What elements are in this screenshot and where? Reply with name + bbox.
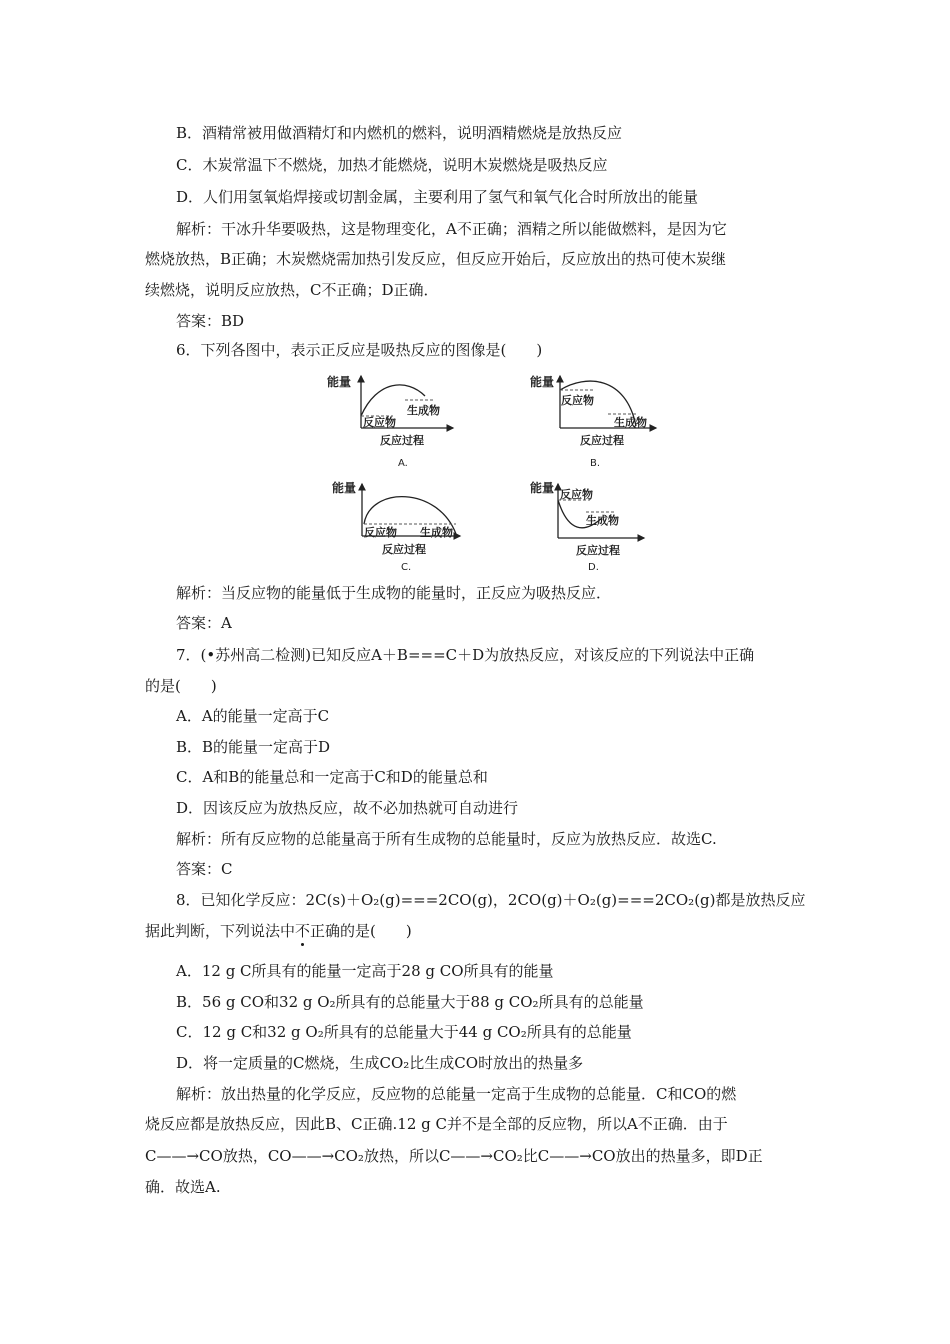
q8-option-a: A．12 g C所具有的能量一定高于28 g CO所具有的能量 (176, 962, 554, 980)
q8-analysis-line-4: 确．故选A. (145, 1178, 221, 1196)
q7-stem-line-1: 7．(•苏州高二检测)已知反应A＋B===C＋D为放热反应，对该反应的下列说法中正确 (176, 646, 755, 664)
graph-a-caption: A. (398, 458, 408, 469)
q8-analysis-line-2: 烧反应都是放热反应，因此B、C正确.12 g C并不是全部的反应物，所以A不正确．由于 (145, 1115, 728, 1133)
graph-d (528, 478, 668, 578)
q8-analysis-line-1: 解析：放出热量的化学反应，反应物的总能量一定高于生成物的总能量．C和CO的燃 (176, 1085, 737, 1103)
graph-b (528, 370, 668, 475)
graph-a-ylabel: 能量 (327, 375, 352, 389)
graph-a (325, 370, 465, 475)
q7-option-c: C．A和B的能量总和一定高于C和D的能量总和 (176, 768, 488, 786)
graph-d-xlabel: 反应过程 (576, 544, 620, 557)
graph-d-product: 生成物 (586, 514, 619, 527)
graph-a-xlabel: 反应过程 (380, 434, 424, 447)
q8-analysis-line-3: C——→CO放热，CO——→CO₂放热，所以C——→CO₂比C——→CO放出的热量多，即D正 (145, 1147, 763, 1165)
q7-option-d: D．因该反应为放热反应，故不必加热就可自动进行 (176, 799, 519, 817)
q5-analysis-line-1: 解析：干冰升华要吸热，这是物理变化，A不正确；酒精之所以能做燃料，是因为它 (176, 220, 727, 238)
graph-c-caption: C. (401, 562, 412, 573)
graph-b-ylabel: 能量 (530, 375, 555, 389)
graph-c-product: 生成物 (420, 526, 453, 539)
graph-b-xlabel: 反应过程 (580, 434, 624, 447)
q8-option-d: D．将一定质量的C燃烧，生成CO₂比生成CO时放出的热量多 (176, 1054, 584, 1072)
q8-stem-part-2: 正确的是( ) (310, 922, 412, 940)
graph-c-ylabel: 能量 (332, 481, 357, 495)
graph-d-caption: D. (588, 562, 599, 573)
q7-analysis: 解析：所有反应物的总能量高于所有生成物的总能量时，反应为放热反应．故选C. (176, 830, 717, 848)
q7-option-a: A．A的能量一定高于C (176, 707, 330, 725)
q5-analysis-line-2: 燃烧放热，B正确；木炭燃烧需加热引发反应，但反应开始后，反应放出的热可使木炭继 (145, 250, 727, 268)
graph-b-caption: B. (590, 458, 601, 469)
graph-c (330, 478, 470, 578)
q8-option-b: B．56 g CO和32 g O₂所具有的总能量大于88 g CO₂所具有的总能量 (176, 993, 644, 1011)
graph-d-ylabel: 能量 (530, 481, 555, 495)
graph-a-reactant: 反应物 (363, 416, 396, 429)
q5-option-b: B．酒精常被用做酒精灯和内燃机的燃料，说明酒精燃烧是放热反应 (176, 124, 623, 142)
graph-b-reactant: 反应物 (561, 394, 594, 407)
graph-c-xlabel: 反应过程 (382, 543, 426, 556)
q8-stem-part-1: 据此判断，下列说法中 (145, 922, 296, 940)
q7-option-b: B．B的能量一定高于D (176, 738, 331, 756)
graph-a-product: 生成物 (407, 404, 440, 417)
q8-stem-line-1: 8．已知化学反应：2C(s)＋O₂(g)===2CO(g)，2CO(g)＋O₂(g)===2CO₂(g)都是放热反应 (176, 891, 806, 909)
q6-analysis: 解析：当反应物的能量低于生成物的能量时，正反应为吸热反应． (176, 584, 612, 602)
q5-answer: 答案：BD (176, 312, 245, 330)
q5-option-d: D．人们用氢氧焰焊接或切割金属，主要利用了氢气和氧气化合时所放出的能量 (176, 188, 699, 206)
q8-emphasis-not: 不 (295, 922, 311, 940)
q5-analysis-line-3: 续燃烧，说明反应放热，C不正确；D正确． (145, 281, 439, 299)
q8-stem-line-2 (145, 921, 412, 941)
q6-stem: 6．下列各图中，表示正反应是吸热反应的图像是( ) (176, 341, 543, 359)
q7-stem-line-2: 的是( ) (145, 677, 217, 695)
q6-answer: 答案：A (176, 614, 232, 632)
q5-option-c: C．木炭常温下不燃烧，加热才能燃烧，说明木炭燃烧是吸热反应 (176, 156, 608, 174)
q8-option-c: C．12 g C和32 g O₂所具有的总能量大于44 g CO₂所具有的总能量 (176, 1023, 632, 1041)
graph-d-reactant: 反应物 (560, 488, 593, 501)
graph-b-product: 生成物 (614, 416, 647, 429)
q7-answer: 答案：C (176, 860, 233, 878)
graph-c-reactant: 反应物 (364, 526, 397, 539)
